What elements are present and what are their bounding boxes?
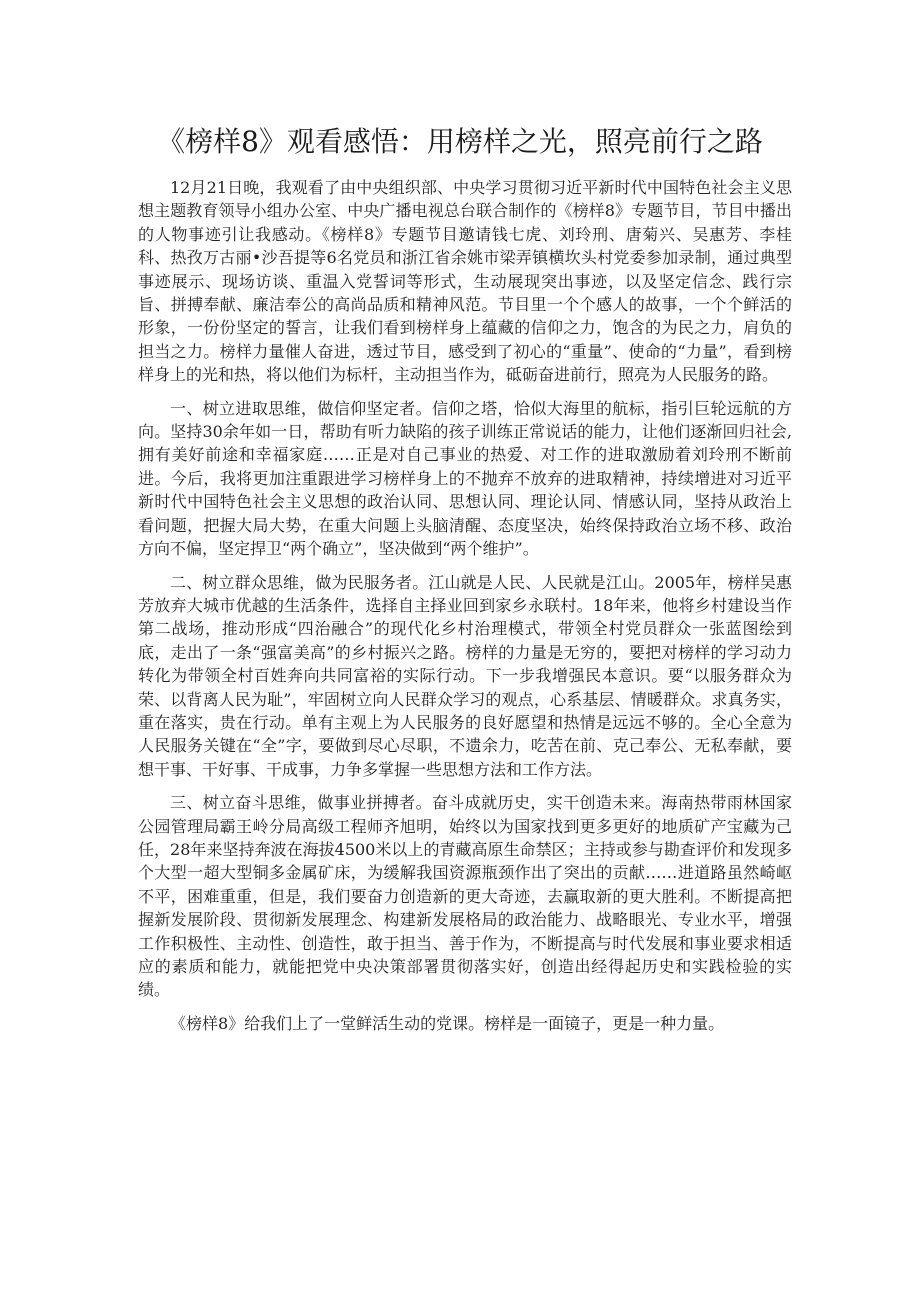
section-1-paragraph: 一、树立进取思维，做信仰坚定者。信仰之塔，恰似大海里的航标，指引巨轮远航的方向。坚持30余年如一日，帮助有听力缺陷的孩子训练正常说话的能力，让他们逐渐回归社会,拥有美好前途和幸福家庭……正是对自己事业的热爱、对工作的进取激励着刘玲刑不断前进。今后，我将更加注重跟进学习榜样身上的不抛弃不放弃的进取精神，持续增进对习近平新时代中国特色社会主义思想的政治认同、思想认同、理论认同、情感认同，坚持从政治上看问题，把握大局大势，在重大问题上头脑清醒、态度坚决，始终保持政治立场不移、政治方向不偏，坚定捍卫“两个确立”，坚决做到“两个维护”。	[138, 398, 792, 559]
closing-paragraph: 《榜样8》给我们上了一堂鲜活生动的党课。榜样是一面镜子，更是一种力量。	[170, 1013, 725, 1033]
document-title: 《榜样8》观看感悟：用榜样之光，照亮前行之路	[157, 125, 763, 158]
document-body	[138, 176, 792, 1045]
intro-paragraph: 12月21日晚，我观看了由中央组织部、中央学习贯彻习近平新时代中国特色社会主义思想主题教育领导小组办公室、中央广播电视总台联合制作的《榜样8》专题节目，节目中播出的人物事迹引让我感动。《榜样8》专题节目邀请钱七虎、刘玲刑、唐菊兴、吴惠芳、李桂科、热孜万古丽•沙吾提等6名党员和浙江省余姚市梁弄镇横坎头村党委参加录制，通过典型事迹展示、现场访谈、重温入党誓词等形式，生动展现突出事迹，以及坚定信念、践行宗旨、拼搏奉献、廉洁奉公的高尚品质和精神风范。节目里一个个感人的故事，一个个鲜活的形象，一份份坚定的誓言，让我们看到榜样身上蕴藏的信仰之力，饱含的为民之力，肩负的担当之力。榜样力量催人奋进，透过节目，感受到了初心的“重量”、使命的“力量”，看到榜样身上的光和热，将以他们为标杆，主动担当作为，砥砺奋进前行，照亮为人民服务的路。	[138, 178, 792, 385]
section-3-paragraph: 三、树立奋斗思维，做事业拼搏者。奋斗成就历史，实干创造未来。海南热带雨林国家公园管理局霸王岭分局高级工程师齐旭明，始终以为国家找到更多更好的地质矿产宝藏为己任，28年来坚持奔波在海拔4500米以上的青藏高原生命禁区；主持或参与勘查评价和发现多个大型一超大型铜多金属矿床，为缓解我国资源瓶颈作出了突出的贡献……进道路虽然崎岖不平，困难重重，但是，我们要奋力创造新的更大奇迹，去赢取新的更大胜利。不断提高把握新发展阶段、贯彻新发展理念、构建新发展格局的政治能力、战略眼光、专业水平，增强工作积极性、主动性、创造性，敢于担当、善于作为，不断提高与时代发展和事业要求相适应的素质和能力，就能把党中央决策部署贯彻落实好，创造出经得起历史和实践检验的实绩。	[138, 793, 792, 1000]
section-2-paragraph: 二、树立群众思维，做为民服务者。江山就是人民、人民就是江山。2005年，榜样吴惠芳放弃大城市优越的生活条件，选择自主择业回到家乡永联村。18年来，他将乡村建设当作第二战场，推动形成“四治融合”的现代化乡村治理模式，带领全村党员群众一张蓝图绘到底，走出了一条“强富美高”的乡村振兴之路。榜样的力量是无穷的，要把对榜样的学习动力转化为带领全村百姓奔向共同富裕的实际行动。下一步我增强民本意识。要“以服务群众为荣、以背离人民为耻”，牢固树立向人民群众学习的观点，心系基层、情暖群众。求真务实，重在落实，贵在行动。单有主观上为人民服务的良好愿望和热情是远远不够的。全心全意为人民服务关键在“全”字，要做到尽心尽职，不遗余力，吃苦在前、克己奉公、无私奉献，要想干事、干好事、干成事，力争多掌握一些思想方法和工作方法。	[138, 572, 792, 779]
